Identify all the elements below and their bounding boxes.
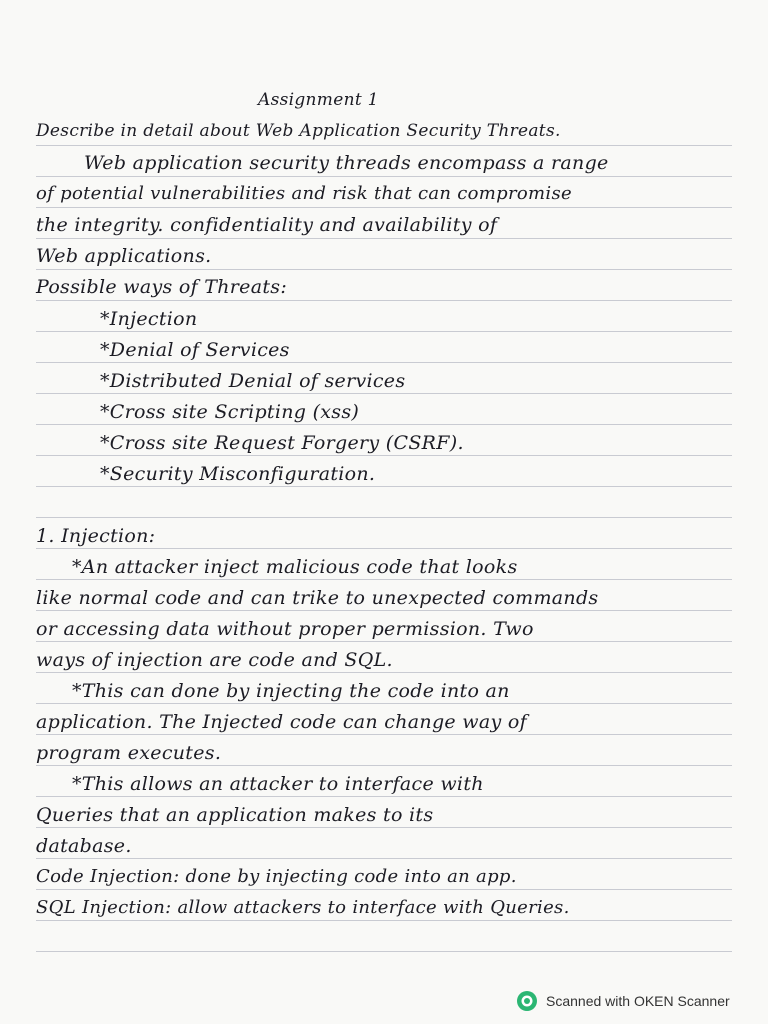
- oken-scanner-logo-icon: [516, 990, 538, 1012]
- body-line: Code Injection: done by injecting code into an app.: [36, 866, 517, 887]
- body-line: the integrity. confidentiality and availability of: [36, 214, 498, 236]
- threat-list-item: *Injection: [100, 308, 198, 330]
- ruled-line: [36, 145, 732, 146]
- body-line: application. The Injected code can change way of: [36, 711, 527, 733]
- threat-list-item: *Denial of Services: [100, 339, 290, 361]
- ruled-line: [36, 610, 732, 611]
- assignment-title: Assignment 1: [258, 90, 379, 110]
- ruled-line: [36, 548, 732, 549]
- ruled-line: [36, 703, 732, 704]
- ruled-line: [36, 393, 732, 394]
- ruled-line: [36, 796, 732, 797]
- body-line: *This can done by injecting the code into an: [72, 680, 510, 702]
- ruled-line: [36, 207, 732, 208]
- threat-list-item: *Security Misconfiguration.: [100, 463, 376, 485]
- body-line: SQL Injection: allow attackers to interface with Queries.: [36, 897, 570, 918]
- body-line: like normal code and can trike to unexpected commands: [36, 587, 599, 609]
- threat-list-item: *Distributed Denial of services: [100, 370, 406, 392]
- ruled-line: [36, 455, 732, 456]
- body-line: *An attacker inject malicious code that looks: [72, 556, 518, 578]
- body-line: of potential vulnerabilities and risk that can compromise: [36, 183, 572, 204]
- body-line: program executes.: [36, 742, 222, 764]
- ruled-line: [36, 889, 732, 890]
- ruled-line: [36, 641, 732, 642]
- ruled-line: [36, 300, 732, 301]
- scanner-watermark: [516, 989, 730, 1013]
- body-line: Web applications.: [36, 245, 212, 267]
- ruled-line: [36, 858, 732, 859]
- body-line: Queries that an application makes to its: [36, 804, 434, 826]
- body-line: database.: [36, 835, 132, 857]
- ruled-line: [36, 765, 732, 766]
- ruled-line: [36, 424, 732, 425]
- question-line: Describe in detail about Web Application Security Threats.: [36, 121, 561, 141]
- ruled-line: [36, 827, 732, 828]
- body-line: ways of injection are code and SQL.: [36, 649, 393, 671]
- section-heading: Possible ways of Threats:: [36, 276, 288, 298]
- ruled-line: [36, 951, 732, 952]
- watermark-text: Scanned with OKEN Scanner: [546, 993, 730, 1009]
- ruled-line: [36, 517, 732, 518]
- body-line: or accessing data without proper permission. Two: [36, 618, 534, 640]
- body-line: Web application security threads encompass a range: [84, 152, 609, 174]
- ruled-line: [36, 362, 732, 363]
- ruled-line: [36, 238, 732, 239]
- threat-list-item: *Cross site Request Forgery (CSRF).: [100, 432, 464, 454]
- section-heading: 1. Injection:: [36, 525, 156, 547]
- ruled-line: [36, 486, 732, 487]
- body-line: *This allows an attacker to interface with: [72, 773, 484, 795]
- ruled-line: [36, 331, 732, 332]
- ruled-line: [36, 920, 732, 921]
- threat-list-item: *Cross site Scripting (xss): [100, 401, 360, 423]
- ruled-line: [36, 579, 732, 580]
- ruled-line: [36, 734, 732, 735]
- ruled-line: [36, 176, 732, 177]
- ruled-line: [36, 269, 732, 270]
- ruled-line: [36, 672, 732, 673]
